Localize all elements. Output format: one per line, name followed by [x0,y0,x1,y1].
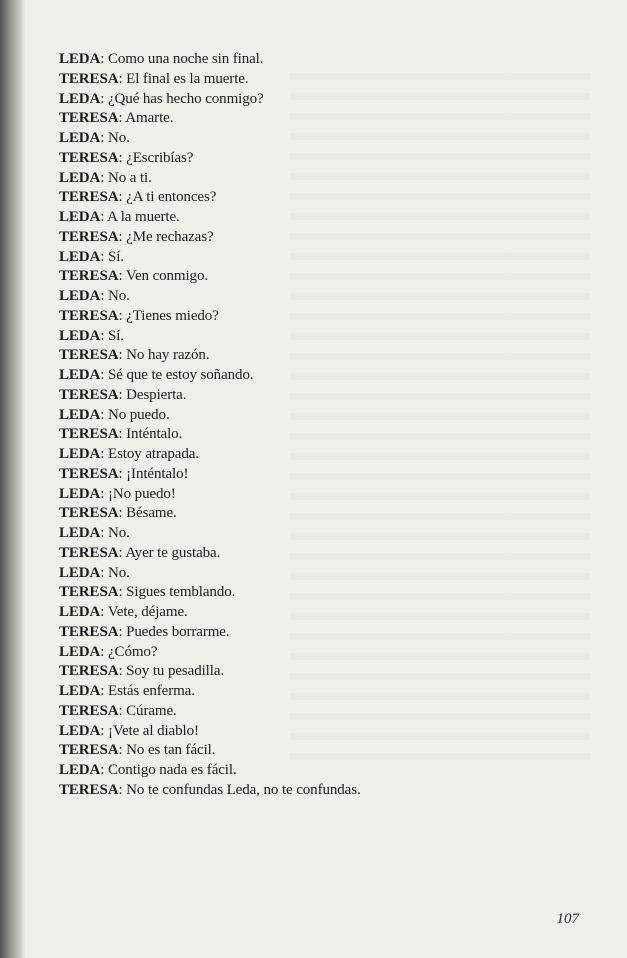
dialogue-text: No. [108,130,130,146]
speaker-name: LEDA [59,722,101,739]
speaker-name: TERESA [59,189,119,206]
dialogue-line [59,90,361,110]
dialogue-line [59,662,361,682]
speaker-separator: : [100,90,108,107]
dialogue-line [59,366,361,386]
speaker-separator: : [100,169,108,186]
speaker-separator: : [100,485,108,502]
dialogue-text: Puedes borrarme. [126,623,230,640]
speaker-name: TERESA [59,268,119,285]
dialogue-text: Como una noche sin final. [108,51,264,67]
dialogue-text: A la muerte. [107,209,180,225]
dialogue-text: No puedo. [108,406,170,423]
dialogue-line [59,722,361,742]
dialogue-text: ¿Qué has hecho conmigo? [108,90,264,107]
speaker-separator: : [100,604,108,620]
speaker-separator: : [100,683,108,699]
binding-shadow [0,0,26,958]
dialogue-line [59,70,361,90]
dialogue-line [59,643,361,663]
dialogue-text: Despierta. [126,386,187,403]
speaker-name: LEDA [59,643,101,660]
dialogue-text: Inténtalo. [126,426,183,443]
speaker-name: LEDA [59,367,101,383]
dialogue-line [59,504,361,524]
speaker-separator: : [118,149,127,166]
dialogue-line [59,248,361,268]
speaker-separator: : [100,564,108,581]
speaker-name: LEDA [59,209,101,225]
speaker-name: LEDA [59,169,101,186]
dialogue-text: No. [108,288,130,304]
dialogue-line [59,327,361,347]
speaker-name: LEDA [59,406,101,423]
dialogue-line [59,524,361,544]
dialogue-text: No a ti. [108,169,152,186]
speaker-name: LEDA [59,525,101,541]
speaker-name: LEDA [59,288,101,304]
dialogue-text: Bésame. [126,505,177,522]
dialogue-text: No es tan fácil. [126,742,216,759]
dialogue-line [59,149,361,169]
dialogue-lines [59,50,361,801]
speaker-separator: : [118,347,127,364]
dialogue-line [59,109,361,129]
dialogue-line [59,603,361,623]
speaker-name: LEDA [59,130,101,146]
dialogue-line [59,781,361,801]
dialogue-text: ¿Cómo? [108,643,158,660]
dialogue-text: ¿A ti entonces? [126,189,217,206]
speaker-name: TERESA [59,347,119,364]
dialogue-line [59,188,361,208]
speaker-name: TERESA [59,465,119,482]
speaker-name: LEDA [59,327,101,344]
speaker-name: LEDA [59,446,101,462]
dialogue-line [59,406,361,426]
speaker-separator: : [118,110,126,127]
dialogue-text: Soy tu pesadilla. [126,663,225,680]
speaker-separator: : [118,307,127,324]
page-number: 107 [556,911,579,927]
speaker-separator: : [118,465,127,482]
dialogue-line [59,544,361,564]
dialogue-line [59,485,361,505]
speaker-name: LEDA [59,90,101,107]
speaker-name: TERESA [59,742,119,759]
speaker-separator: : [118,623,127,640]
speaker-separator: : [100,722,108,739]
speaker-separator: : [118,386,127,403]
speaker-name: LEDA [59,564,101,581]
dialogue-text: Estás enferma. [108,683,195,699]
speaker-separator: : [100,525,108,541]
speaker-separator: : [100,406,108,423]
speaker-separator: : [118,742,127,759]
dialogue-text: ¿Tienes miedo? [126,307,219,324]
dialogue-text: Sigues temblando. [126,584,236,601]
dialogue-text: ¿Me rechazas? [126,228,214,245]
dialogue-text: ¡Vete al diablo! [108,722,199,739]
speaker-separator: : [118,189,127,206]
dialogue-text: No te confundas Leda, no te confundas. [126,781,361,798]
speaker-name: TERESA [59,110,119,127]
speaker-name: TERESA [59,70,119,87]
dialogue-line [59,465,361,485]
speaker-separator: : [118,584,127,601]
speaker-separator: : [100,209,108,225]
speaker-separator: : [118,426,127,443]
speaker-name: TERESA [59,781,119,798]
speaker-name: LEDA [59,762,101,778]
dialogue-line [59,307,361,327]
speaker-separator: : [100,446,108,462]
dialogue-line [59,702,361,722]
dialogue-line [59,623,361,643]
speaker-name: TERESA [59,426,119,443]
dialogue-text: Vete, déjame. [107,604,188,620]
speaker-name: TERESA [59,663,119,680]
speaker-separator: : [118,228,127,245]
speaker-name: TERESA [59,584,119,601]
dialogue-line [59,346,361,366]
dialogue-line [59,267,361,287]
speaker-name: LEDA [59,485,101,502]
dialogue-text: Cúrame. [126,702,177,719]
dialogue-line [59,208,361,228]
speaker-separator: : [118,781,127,798]
dialogue-text: Ven conmigo. [125,268,209,285]
dialogue-text: ¡No puedo! [108,485,176,502]
speaker-separator: : [118,268,126,285]
dialogue-line [59,228,361,248]
dialogue-text: Sí. [108,327,124,344]
speaker-separator: : [100,643,108,660]
dialogue-line [59,129,361,149]
speaker-name: TERESA [59,307,119,324]
dialogue-line [59,682,361,702]
speaker-separator: : [118,70,127,87]
dialogue-line [59,583,361,603]
dialogue-text: Contigo nada es fácil. [108,762,237,778]
dialogue-line [59,169,361,189]
speaker-separator: : [100,130,108,146]
speaker-separator: : [118,505,127,522]
dialogue-text: Estoy atrapada. [108,446,199,462]
dialogue-text: No hay razón. [126,347,210,364]
speaker-name: TERESA [59,386,119,403]
speaker-name: LEDA [59,683,101,699]
dialogue-text: Ayer te gustaba. [125,544,221,561]
speaker-separator: : [118,544,126,561]
speaker-separator: : [100,367,108,383]
dialogue-line [59,386,361,406]
speaker-separator: : [100,327,108,344]
dialogue-line [59,564,361,584]
speaker-name: TERESA [59,623,119,640]
dialogue-text: El final es la muerte. [126,70,249,87]
dialogue-line [59,761,361,781]
dialogue-text: No. [108,525,130,541]
dialogue-line [59,425,361,445]
dialogue-line [59,741,361,761]
speaker-separator: : [100,51,108,67]
speaker-name: LEDA [59,248,101,265]
speaker-name: TERESA [59,228,119,245]
dialogue-text: ¡Inténtalo! [126,465,189,482]
dialogue-text: No. [108,564,130,581]
speaker-separator: : [118,663,127,680]
dialogue-line [59,287,361,307]
speaker-name: TERESA [59,505,119,522]
speaker-name: TERESA [59,702,119,719]
dialogue-line [59,50,361,70]
speaker-separator: : [100,288,108,304]
dialogue-text: Sí. [108,248,124,265]
speaker-name: LEDA [59,51,101,67]
speaker-separator: : [100,248,108,265]
speaker-name: TERESA [59,149,119,166]
dialogue-text: Sé que te estoy soñando. [108,367,254,383]
dialogue-text: ¿Escribías? [126,149,194,166]
dialogue-text: Amarte. [125,110,174,127]
speaker-name: LEDA [59,604,101,620]
dialogue-line [59,445,361,465]
speaker-separator: : [100,762,108,778]
speaker-name: TERESA [59,544,119,561]
speaker-separator: : [118,702,127,719]
